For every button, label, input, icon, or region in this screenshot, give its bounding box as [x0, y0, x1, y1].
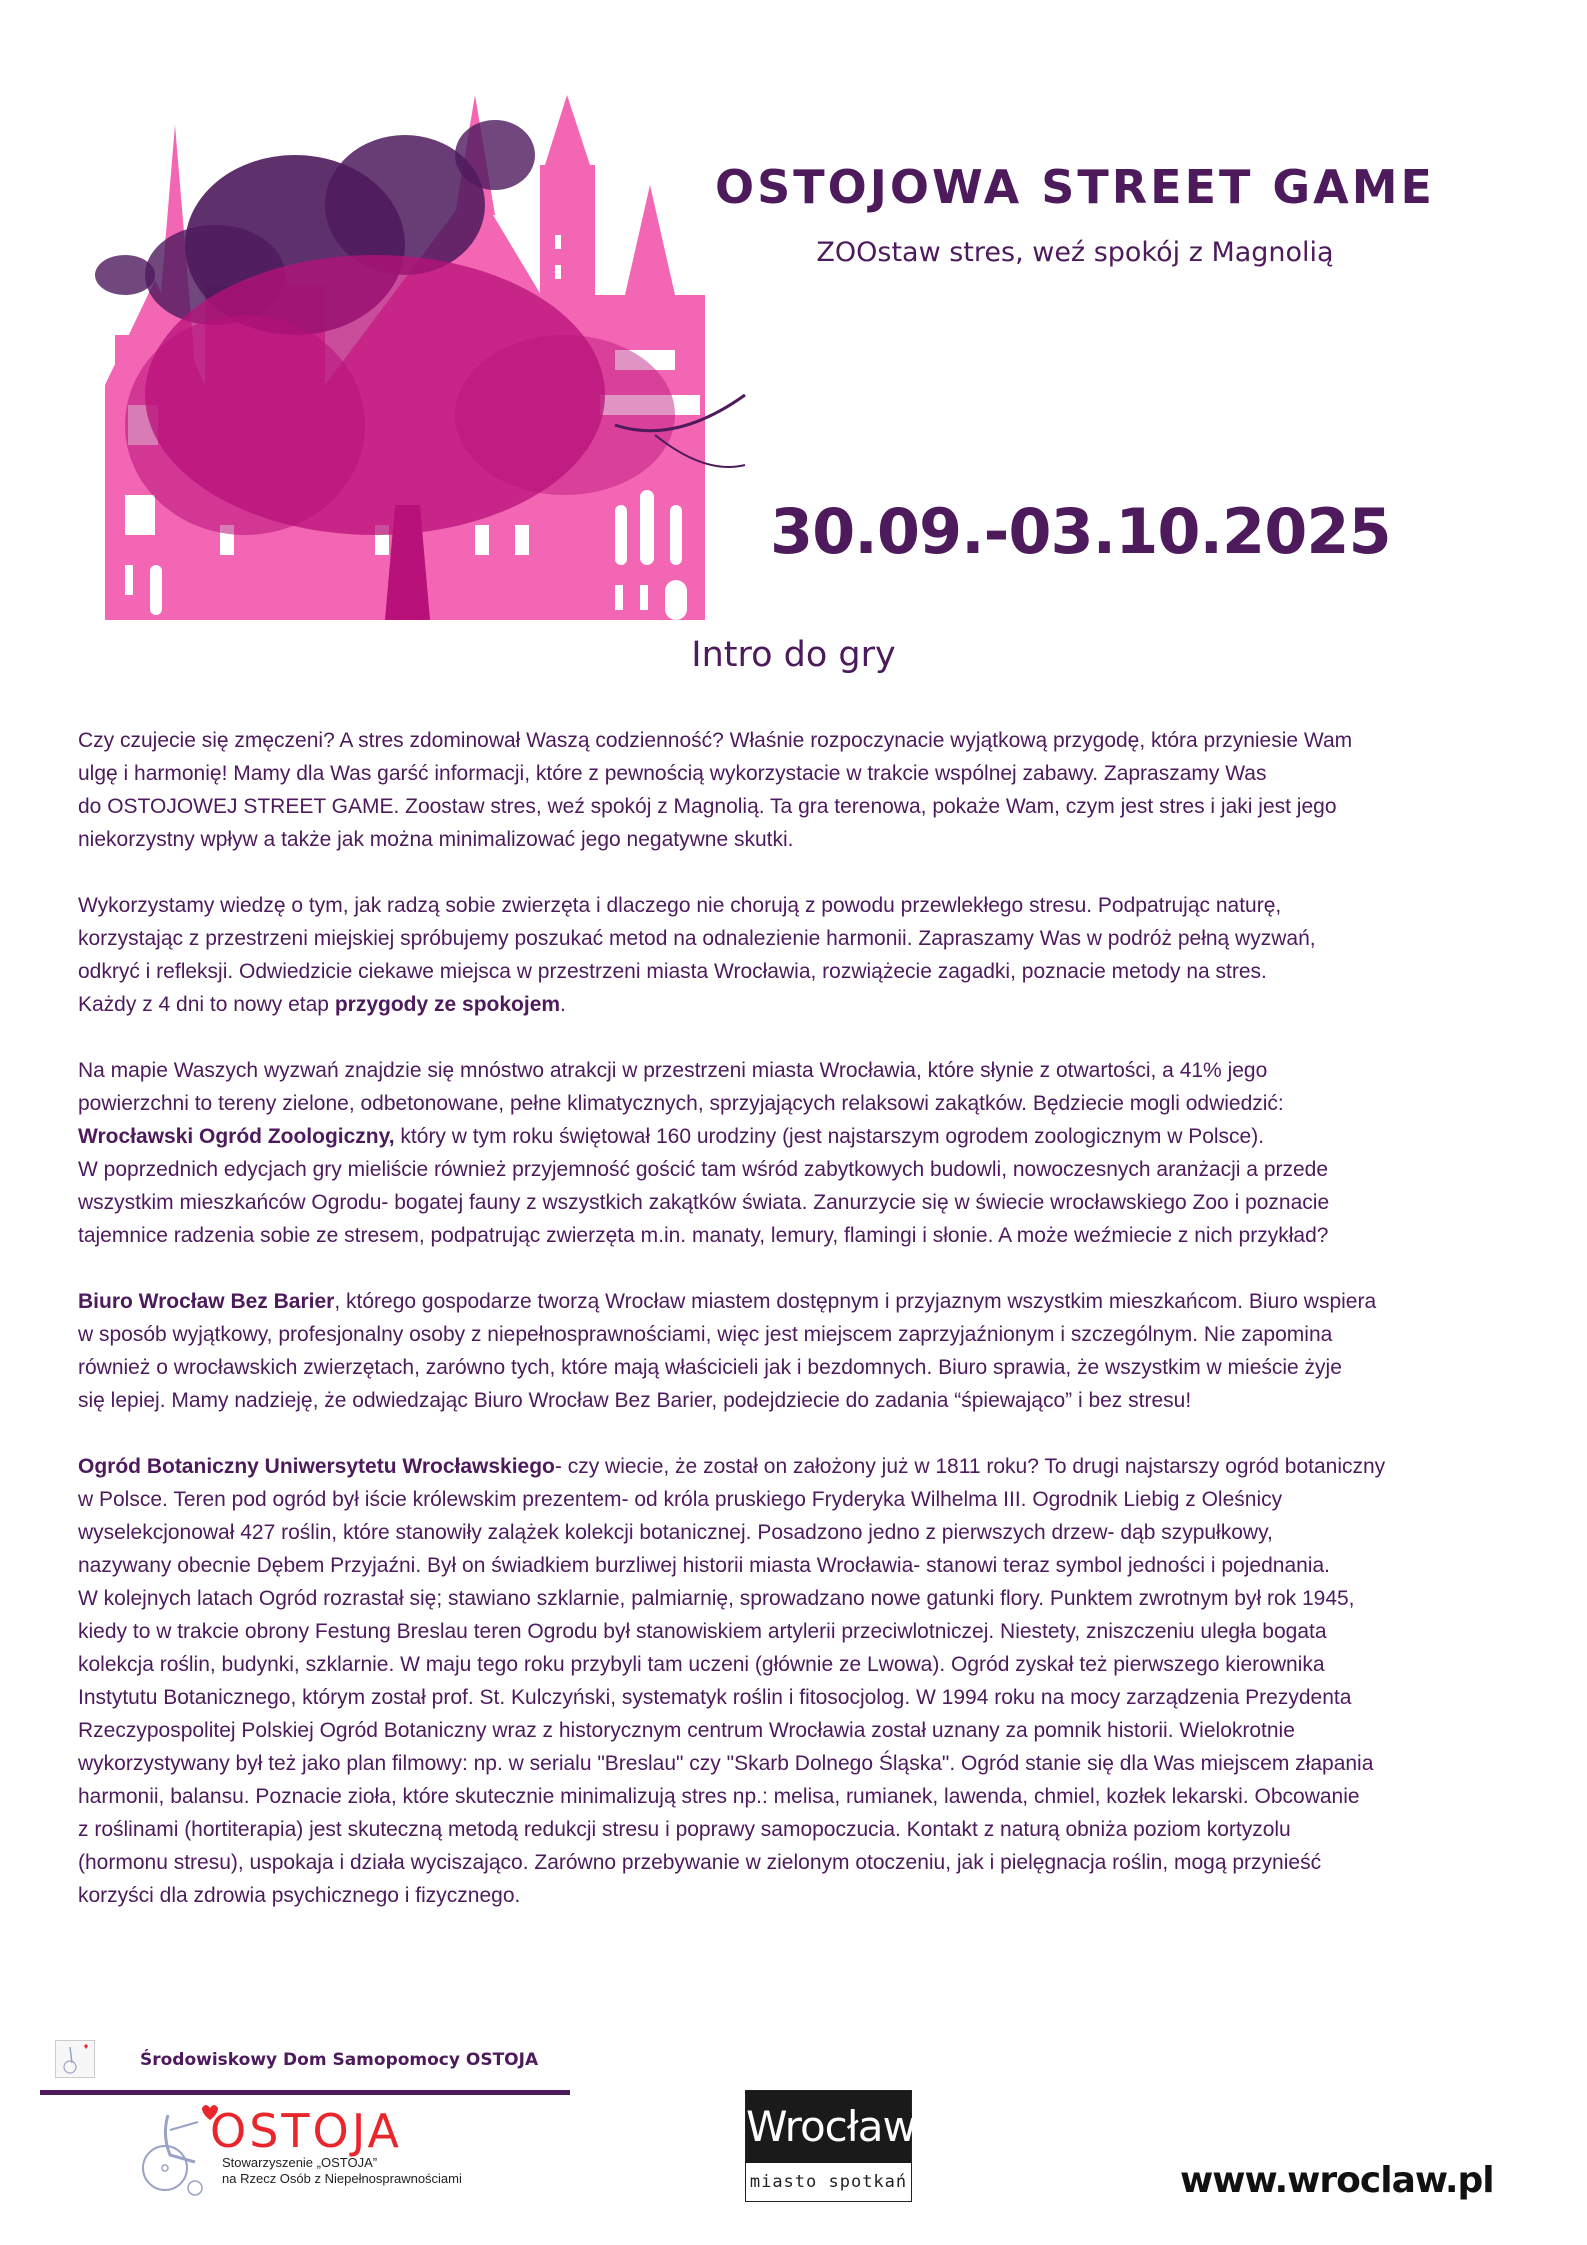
text-line	[78, 790, 1538, 823]
ostoja-logo-line1: Stowarzyszenie „OSTOJA”	[222, 2155, 378, 2170]
text-segment: wykorzystywany był też jako plan filmowy: np. w serialu "Breslau" czy "Skarb Dolnego Śląska". Ogród stanie się dla Was miejscem złapania	[78, 1752, 1374, 1775]
text-line	[78, 1384, 1538, 1417]
text-line	[78, 724, 1538, 757]
wroclaw-logo-top: Wrocław	[746, 2091, 911, 2163]
text-segment: Czy czujecie się zmęczeni? A stres zdominował Waszą codzienność? Właśnie rozpoczynacie wyjątkową przygodę, która przyniesie Wam	[78, 729, 1353, 752]
paragraph	[78, 889, 1538, 1021]
text-line	[78, 1450, 1538, 1483]
text-segment: Instytutu Botanicznego, którym został prof. St. Kulczyński, systematyk roślin i fitosocjolog. W 1994 roku na mocy zarządzenia Prezydenta	[78, 1686, 1352, 1709]
text-segment: również o wrocławskich zwierzętach, zarówno tych, które mają właścicieli jak i bezdomnych. Biuro sprawia, że wszystkim w mieście żyje	[78, 1356, 1342, 1379]
text-line	[78, 1153, 1538, 1186]
paragraph	[78, 1285, 1538, 1417]
text-line	[78, 1846, 1538, 1879]
event-dates: 30.09.-03.10.2025	[770, 495, 1391, 568]
text-segment: powierzchni to tereny zielone, odbetonowane, pełne klimatycznych, sprzyjających relaksowi zakątków. Będziecie mogli odwiedzić:	[78, 1092, 1284, 1115]
text-segment: w Polsce. Teren pod ogród był iście królewskim prezentem- od króla pruskiego Fryderyka Wilhelma III. Ogrodnik Liebig z Oleśnicy	[78, 1488, 1283, 1511]
website-link[interactable]: www.wroclaw.pl	[1180, 2160, 1494, 2201]
text-segment: korzyści dla zdrowia psychicznego i fizycznego.	[78, 1884, 521, 1907]
org-name: Środowiskowy Dom Samopomocy OSTOJA	[140, 2050, 539, 2070]
section-heading: Intro do gry	[691, 635, 896, 675]
text-segment: Rzeczypospolitej Polskiej Ogród Botaniczny wraz z historycznym centrum Wrocławia został uznany za pomnik historii. Wielokrotnie	[78, 1719, 1295, 1742]
ostoja-logo-word: OSTOJA	[210, 2104, 402, 2158]
text-line	[78, 1186, 1538, 1219]
text-line	[78, 1549, 1538, 1582]
text-line	[78, 1615, 1538, 1648]
page-title: OSTOJOWA STREET GAME	[715, 160, 1435, 214]
text-line	[78, 1648, 1538, 1681]
text-line	[78, 1318, 1538, 1351]
bold-text: Ogród Botaniczny Uniwersytetu Wrocławskiego	[78, 1455, 555, 1478]
wroclaw-logo	[745, 2090, 916, 2202]
wheelchair-icon	[140, 2100, 220, 2200]
text-segment: , którego gospodarze tworzą Wrocław miastem dostępnym i przyjaznym wszystkim mieszkańcom. Biuro wspiera	[334, 1290, 1377, 1313]
text-line	[78, 1681, 1538, 1714]
text-line	[78, 1483, 1538, 1516]
text-line	[78, 1120, 1538, 1153]
text-segment: Każdy z 4 dni to nowy etap	[78, 993, 335, 1016]
text-segment: harmonii, balansu. Poznacie zioła, które skutecznie minimalizują stres np.: melisa, rumianek, lawenda, chmiel, kozłek lekarski. Obcowanie	[78, 1785, 1360, 1808]
text-segment: W poprzednich edycjach gry mieliście również przyjemność gościć tam wśród zabytkowych budowli, nowoczesnych aranżacji a przede	[78, 1158, 1329, 1181]
text-line	[78, 1879, 1538, 1912]
paragraph	[78, 1450, 1538, 1912]
paragraph	[78, 724, 1538, 856]
text-segment: Wykorzystamy wiedzę o tym, jak radzą sobie zwierzęta i dlaczego nie chorują z powodu przewlekłego stresu. Podpatrując naturę,	[78, 894, 1282, 917]
text-segment: ulgę i harmonię! Mamy dla Was garść informacji, które z pewnością wykorzystacie w trakcie wspólnej zabawy. Zapraszamy Was	[78, 762, 1267, 785]
body-text	[78, 724, 1538, 1945]
text-segment: W kolejnych latach Ogród rozrastał się; stawiano szklarnie, palmiarnię, sprowadzano nowe gatunki flory. Punktem zwrotnym był rok 1945,	[78, 1587, 1355, 1610]
text-line	[78, 1813, 1538, 1846]
text-segment: odkryć i refleksji. Odwiedzicie ciekawe miejsca w przestrzeni miasta Wrocławia, rozwiążecie zagadki, poznacie metody na stres.	[78, 960, 1267, 983]
text-line	[78, 823, 1538, 856]
text-line	[78, 1582, 1538, 1615]
text-segment: wyselekcjonował 427 roślin, które stanowiły zalążek kolekcji botanicznej. Posadzono jedno z pierwszych drzew- dąb szypułkowy,	[78, 1521, 1273, 1544]
bold-text: Wrocławski Ogród Zoologiczny,	[78, 1125, 395, 1148]
text-segment: tajemnice radzenia sobie ze stresem, podpatrując zwierzęta m.in. manaty, lemury, flamingi i słonie. A może weźmiecie z nich przykład?	[78, 1224, 1329, 1247]
text-segment: (hormonu stresu), uspokaja i działa wyciszająco. Zarówno przebywanie w zielonym otoczeniu, jak i pielęgnacja roślin, mogą przynieść	[78, 1851, 1322, 1874]
paragraph	[78, 1054, 1538, 1252]
text-line	[78, 1087, 1538, 1120]
text-segment: niekorzystny wpływ a także jak można minimalizować jego negatywne skutki.	[78, 828, 794, 851]
text-line	[78, 757, 1538, 790]
text-segment: wszystkim mieszkańców Ogrodu- bogatej fauny z wszystkich zakątków świata. Zanurzycie się w świecie wrocławskiego Zoo i poznacie	[78, 1191, 1330, 1214]
wroclaw-logo-bottom: miasto spotkań	[746, 2163, 911, 2201]
text-line	[78, 1285, 1538, 1318]
bold-text: Biuro Wrocław Bez Barier	[78, 1290, 335, 1313]
text-segment: z roślinami (hortiterapia) jest skuteczną metodą redukcji stresu i poprawy samopoczucia. Kontakt z naturą obniża poziom kortyzolu	[78, 1818, 1291, 1841]
ostoja-association-logo	[140, 2100, 470, 2200]
page-subtitle: ZOOstaw stres, weź spokój z Magnolią	[816, 237, 1334, 268]
text-line	[78, 1780, 1538, 1813]
text-segment: Na mapie Waszych wyzwań znajdzie się mnóstwo atrakcji w przestrzeni miasta Wrocławia, które słynie z otwartości, a 41% jego	[78, 1059, 1268, 1082]
ostoja-small-logo	[55, 2040, 95, 2078]
text-segment: kolekcja roślin, budynki, szklarnie. W maju tego roku przybyli tam uczeni (głównie ze Lwowa). Ogród zyskał też pierwszego kierownika	[78, 1653, 1325, 1676]
ostoja-logo-line2: na Rzecz Osób z Niepełnosprawnościami	[222, 2171, 462, 2186]
text-line	[78, 889, 1538, 922]
text-segment: nazywany obecnie Dębem Przyjaźni. Był on świadkiem burzliwej historii miasta Wrocławia- stanowi teraz symbol jedności i pojednania.	[78, 1554, 1330, 1577]
text-segment: się lepiej. Mamy nadzieję, że odwiedzając Biuro Wrocław Bez Barier, podejdziecie do zadania “śpiewająco” i bez stresu!	[78, 1389, 1192, 1412]
text-line	[78, 988, 1538, 1021]
text-segment: korzystając z przestrzeni miejskiej spróbujemy poszukać metod na odnalezienie harmonii. Zapraszamy Was w podróż pełną wyzwań,	[78, 927, 1316, 950]
text-line	[78, 1351, 1538, 1384]
footer-divider	[40, 2090, 570, 2095]
text-line	[78, 1054, 1538, 1087]
text-line	[78, 1747, 1538, 1780]
text-line	[78, 1516, 1538, 1549]
text-segment: kiedy to w trakcie obrony Festung Breslau teren Ogrodu był stanowiskiem artylerii przeciwlotniczej. Niestety, zniszczeniu uległa bogata	[78, 1620, 1327, 1643]
text-line	[78, 955, 1538, 988]
text-segment: do OSTOJOWEJ STREET GAME. Zoostaw stres, weź spokój z Magnolią. Ta gra terenowa, pokaże Wam, czym jest stres i jaki jest jego	[78, 795, 1337, 818]
text-line	[78, 1714, 1538, 1747]
text-segment: w sposób wyjątkowy, profesjonalny osoby z niepełnosprawnościami, więc jest miejscem zaprzyjaźnionym i szczególnym. Nie zapomina	[78, 1323, 1333, 1346]
text-line	[78, 922, 1538, 955]
text-segment: .	[560, 993, 566, 1016]
bold-text: przygody ze spokojem	[334, 993, 561, 1016]
text-line	[78, 1219, 1538, 1252]
text-segment: który w tym roku świętował 160 urodziny (jest najstarszym ogrodem zoologicznym w Polsce).	[394, 1125, 1265, 1148]
text-segment: - czy wiecie, że został on założony już w 1811 roku? To drugi najstarszy ogród botaniczny	[554, 1455, 1386, 1478]
